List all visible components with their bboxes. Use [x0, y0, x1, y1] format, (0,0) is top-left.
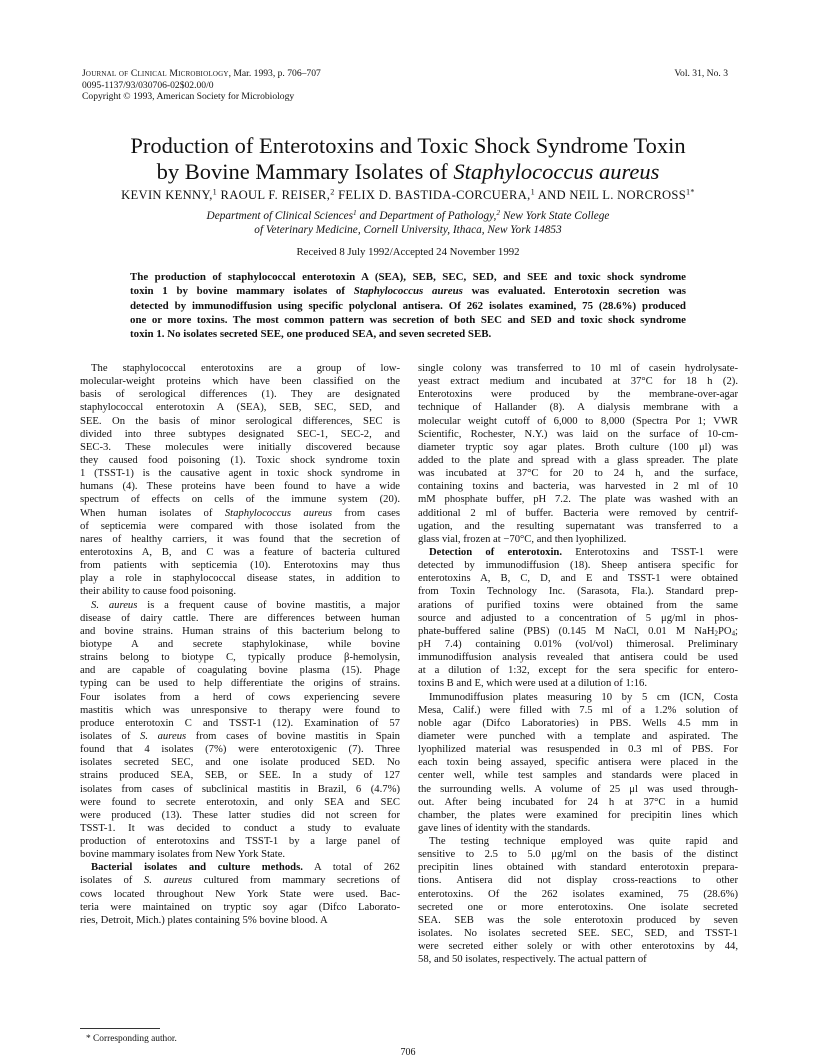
text-line: play a role in staphylococcal disease states, in addition to	[80, 573, 400, 585]
text-line: immunodiffusion analysis revealed that antisera could be used	[418, 652, 738, 664]
text-line: toxins B and E, which were used at a dilution of 1:16.	[418, 678, 648, 690]
text-line: production of enterotoxins and TSST-1 by a large panel of	[80, 836, 400, 848]
text-line: from patients with septicemia (10). Enterotoxins may thus	[80, 560, 400, 572]
text-line: was incubated at 37°C for 20 to 24 h, and the surface,	[418, 468, 738, 480]
text-line: were found to secrete enterotoxin, and only SEA and SEC	[80, 796, 400, 808]
author: RAOUL F. REISER,	[217, 188, 331, 202]
text-line: lyophilized material was resuspended in 0.3 ml of PBS. For	[418, 744, 738, 756]
abstract-line: detected by immunodiffusion using specific polyclonal antisera. Of 262 isolates examined, 75 (28.6%) produced	[130, 299, 686, 312]
text-line: chamber, the plates were examined for precipitin lines which	[418, 809, 738, 821]
text-line: molecular-weight proteins which have been classified on the	[80, 376, 400, 388]
text-line: phate-buffered saline (PBS) (0.145 M NaCl, 0.01 M $NaH_2PO_4$;	[418, 625, 738, 638]
species-name: Staphylococcus aureus	[453, 158, 660, 184]
title-line-2: by Bovine Mammary Isolates of Staphylococcus aureus	[156, 158, 660, 184]
text-line: bovine mammary isolates from New York State.	[80, 849, 286, 861]
text-line: strains produced SEA, SEB, or SEE. In a study of 127	[80, 770, 400, 782]
text-line: from Toxin Technology Inc. (Sarasota, Fla.). Standard prep-	[418, 586, 738, 598]
text-line: SEA. SEB was the sole enterotoxin produced by seven	[418, 914, 738, 926]
page-number: 706	[400, 1047, 416, 1058]
text-line: 58, and 50 isolates, respectively. The actual pattern of	[418, 954, 647, 966]
author: AND NEIL L. NORCROSS	[535, 188, 687, 202]
author: FELIX D. BASTIDA-CORCUERA,	[334, 188, 531, 202]
text-line: found that 4 isolates (7%) were enterotoxigenic (7). Three	[80, 744, 400, 756]
text-line: ugation, and the resulting supernatant was transferred to a	[418, 520, 738, 532]
text-line: 1 (TSST-1) is the causative agent in toxic shock syndrome in	[80, 468, 400, 480]
text-line: detected by immunodiffusion (18). Sheep antisera specific for	[418, 560, 738, 572]
text-line: glass vial, frozen at −70°C, and then lyophilized.	[418, 533, 627, 545]
text-line: secreted one or more enterotoxins. One isolate secreted	[418, 901, 738, 913]
text-line: source and adjusted to a concentration of 5 μg/ml in phos-	[418, 612, 738, 624]
issue-info: Mar. 1993, p. 706–707	[233, 68, 321, 79]
footnote: * Corresponding author.	[86, 1034, 177, 1044]
text-line: isolates of S. aureus from cases of bovine mastitis in Spain	[80, 730, 401, 742]
text-line: teria were maintained on tryptic soy agar (Difco Laborato-	[80, 901, 400, 913]
text-line: mastitis which was unresponsive to therapy were found to	[80, 704, 400, 716]
text-line: enterotoxins A, B, C, D, and E and TSST-1 were obtained	[418, 573, 738, 585]
text-line: The testing technique employed was quite rapid and	[429, 836, 738, 848]
text-line: additional 2 ml of buffer. Bacteria were removed by centrif-	[418, 507, 738, 519]
abstract-line: The production of staphylococcal enterotoxin A (SEA), SEB, SEC, SED, and SEE and toxic shock syndrome	[130, 271, 686, 283]
text-line: enterotoxins A, B, and C was a feature of bacteria cultured	[80, 546, 400, 558]
text-line: of septicemia were compared with those isolated from the	[80, 520, 400, 532]
text-line: containing toxins and bacteria, was harvested in 2 ml of 10	[418, 481, 738, 493]
journal-header: Journal of Clinical Microbiology, Mar. 1993, p. 706–707 0095-1137/93/030706-02$02.00/0 Copyright © 1993, American Society for Microbiology	[82, 68, 321, 103]
text-line: Scientific, Rochester, N.Y.) was laid on the surface of 10-cm-	[418, 428, 738, 440]
text-line: SEC-3. These molecules were initially discovered because	[80, 441, 400, 453]
title-line-1: Production of Enterotoxins and Toxic Shock Syndrome Toxin	[130, 133, 686, 158]
text-line: Enterotoxins were produced by the membrane-over-agar	[418, 389, 738, 401]
footnote-rule	[80, 1028, 160, 1029]
text-line: biotype A and secrete staphylokinase, while bovine	[80, 638, 400, 650]
text-line: When human isolates of Staphylococcus aureus from cases	[80, 507, 400, 519]
text-line: center well, while test samples and standards were placed in	[418, 770, 738, 782]
volume-info: Vol. 31, No. 3	[674, 68, 728, 79]
text-line: at a dilution of 1:32, except for the sera specific for entero-	[418, 665, 738, 677]
abstract-line: toxin 1. No isolates secreted SEE, one produced SEA, and seven secreted SEB.	[130, 328, 492, 341]
author: KEVIN KENNY,	[121, 188, 213, 202]
text-line: Immunodiffusion plates measuring 10 by 5 cm (ICN, Costa	[429, 691, 738, 703]
received-dates: Received 8 July 1992/Accepted 24 November 1992	[296, 246, 520, 258]
text-line: isolates of S. aureus cultured from mammary secretions of	[80, 875, 400, 887]
left-column	[80, 362, 400, 927]
text-line: nares of healthy carriers, it was found that the secretion of	[80, 533, 400, 545]
text-line: tions. Antisera did not display cross-reactions to other	[418, 875, 738, 887]
text-line: and bovine strains. Human strains of this bacterium belong to	[80, 625, 400, 637]
text-line: Bacterial isolates and culture methods. A total of 262	[91, 862, 400, 874]
text-line: produce enterotoxin C and TSST-1 (12). Examination of 57	[80, 717, 400, 729]
text-line: spectrum of effects on cells of the immune system (20).	[80, 494, 400, 506]
text-line: pH 7.4) containing 0.01% (vol/vol) thimerosal. Preliminary	[418, 638, 738, 650]
text-line: cows located throughout New York State were used. Bac-	[80, 888, 400, 900]
author-list: KEVIN KENNY,$^1$ RAOUL F. REISER,$^2$ FELIX D. BASTIDA-CORCUERA,$^1$ AND NEIL L. $NORCROSS^{1*}$	[121, 187, 695, 202]
text-line: Detection of enterotoxin. Enterotoxins and TSST-1 were	[429, 546, 738, 558]
right-column	[418, 362, 738, 966]
text-line: The staphylococcal enterotoxins are a group of low-	[91, 363, 400, 374]
abstract-line: one or more toxins. The most common pattern was secretion of both SEC and SED and toxic shock syndrome	[130, 313, 686, 326]
text-line: S. aureus is a frequent cause of bovine mastitis, a major	[91, 599, 400, 611]
journal-name: Journal of Clinical Microbiology	[82, 68, 229, 79]
text-line: were produced (13). These latter studies did not screen for	[80, 809, 400, 821]
text-line: the surrounding wells. A volume of 25 μl was used through-	[418, 783, 738, 795]
text-line: TSST-1. It was decided to conduct a study to evaluate	[80, 822, 400, 834]
affiliations: Department of Clinical Sciences$^1$ and Department of Pathology,$^2$ New York State College of Veterinary Medicine, Cornell University, Ithaca, New York 14853	[206, 207, 610, 236]
text-line: out. After being incubated for 24 h at 37°C in a humid	[418, 796, 738, 808]
abstract	[130, 270, 686, 341]
text-line: precipitin lines obtained with standard enterotoxin prepara-	[418, 862, 738, 874]
text-line: arations of purified toxins were obtained from the same	[418, 599, 738, 611]
copyright: Copyright © 1993, American Society for Microbiology	[82, 91, 295, 103]
text-line: disease of dairy cattle. There are differences between human	[80, 612, 400, 624]
text-line: typing can be used to help differentiate the origins of strains.	[80, 678, 400, 690]
text-line: gave lines of identity with the standards.	[418, 822, 591, 834]
text-line: sensitive to 2.5 to 5.0 μg/ml on the basis of the distinct	[418, 849, 738, 861]
text-line: staphylococcal enterotoxin A (SEA), SEB, SEC, SED, and	[80, 402, 400, 414]
text-line: molecular weight cutoff of 6,000 to 8,000 (Spectra Por 1; VWR	[418, 415, 738, 427]
text-line: diameter tryptic soy agar plates. Broth culture (100 μl) was	[418, 441, 738, 453]
text-line: Four isolates from a herd of cows experiencing severe	[80, 691, 400, 703]
text-line: SEE. On the basis of minor serological differences, SEC is	[80, 415, 400, 427]
text-line: mM phosphate buffer, pH 7.2. The plate was washed with an	[418, 494, 738, 506]
text-line: enterotoxins. Of the 262 isolates examined, 75 (28.6%)	[418, 888, 738, 900]
text-line: Mesa, Calif.) were filled with 7.5 ml of a 1.2% solution of	[418, 704, 738, 716]
text-line: added to the plate and spread with a glass spreader. The plate	[418, 454, 738, 466]
text-line: diameter were punched with a template and aspirated. The	[418, 730, 738, 742]
text-line: noble agar (Difco Laboratories) in PBS. Wells 4.5 mm in	[418, 717, 738, 729]
article-title	[60, 133, 756, 184]
text-line: they caused food poisoning (1). Toxic shock syndrome toxin	[80, 454, 400, 466]
text-line: humans (4). These proteins have been found to have a wide	[80, 481, 400, 493]
abstract-line: toxin 1 by bovine mammary isolates of Staphylococcus aureus was evaluated. Enterotoxin secretion was	[130, 285, 686, 298]
text-line: each toxin being assayed, specific antisera were placed in the	[418, 757, 738, 769]
text-line: and are capable of coagulating bovine plasma (15). Phage	[80, 665, 400, 677]
text-line: isolates. No isolates secreted SEE. SEC, SED, and TSST-1	[418, 928, 738, 940]
text-line: yeast extract medium and incubated at 37°C for 18 h (2).	[418, 376, 738, 388]
article-code: 0095-1137/93/030706-02$02.00/0	[82, 79, 214, 91]
text-line: isolates secreted SEC, and one isolate produced SED. No	[80, 757, 400, 769]
text-line: strains belong to biotype C, typically produce β-hemolysin,	[80, 652, 400, 664]
text-line: single colony was transferred to 10 ml of casein hydrolysate-	[418, 363, 738, 374]
text-line: divided into three subtypes designated SEC-1, SEC-2, and	[80, 428, 400, 440]
text-line: ries, Detroit, Mich.) plates containing 5% bovine blood. A	[80, 914, 328, 926]
text-line: their ability to cause food poisoning.	[80, 586, 237, 598]
text-line: isolates from cases of subclinical mastitis in Brazil, 6 (4.7%)	[80, 783, 400, 795]
text-line: basis of serological differences (1). They are designated	[80, 389, 400, 401]
text-line: technique of Hallander (8). A dialysis membrane with a	[418, 402, 738, 414]
text-line: were secreted either solely or with other enterotoxins by 44,	[418, 941, 738, 953]
